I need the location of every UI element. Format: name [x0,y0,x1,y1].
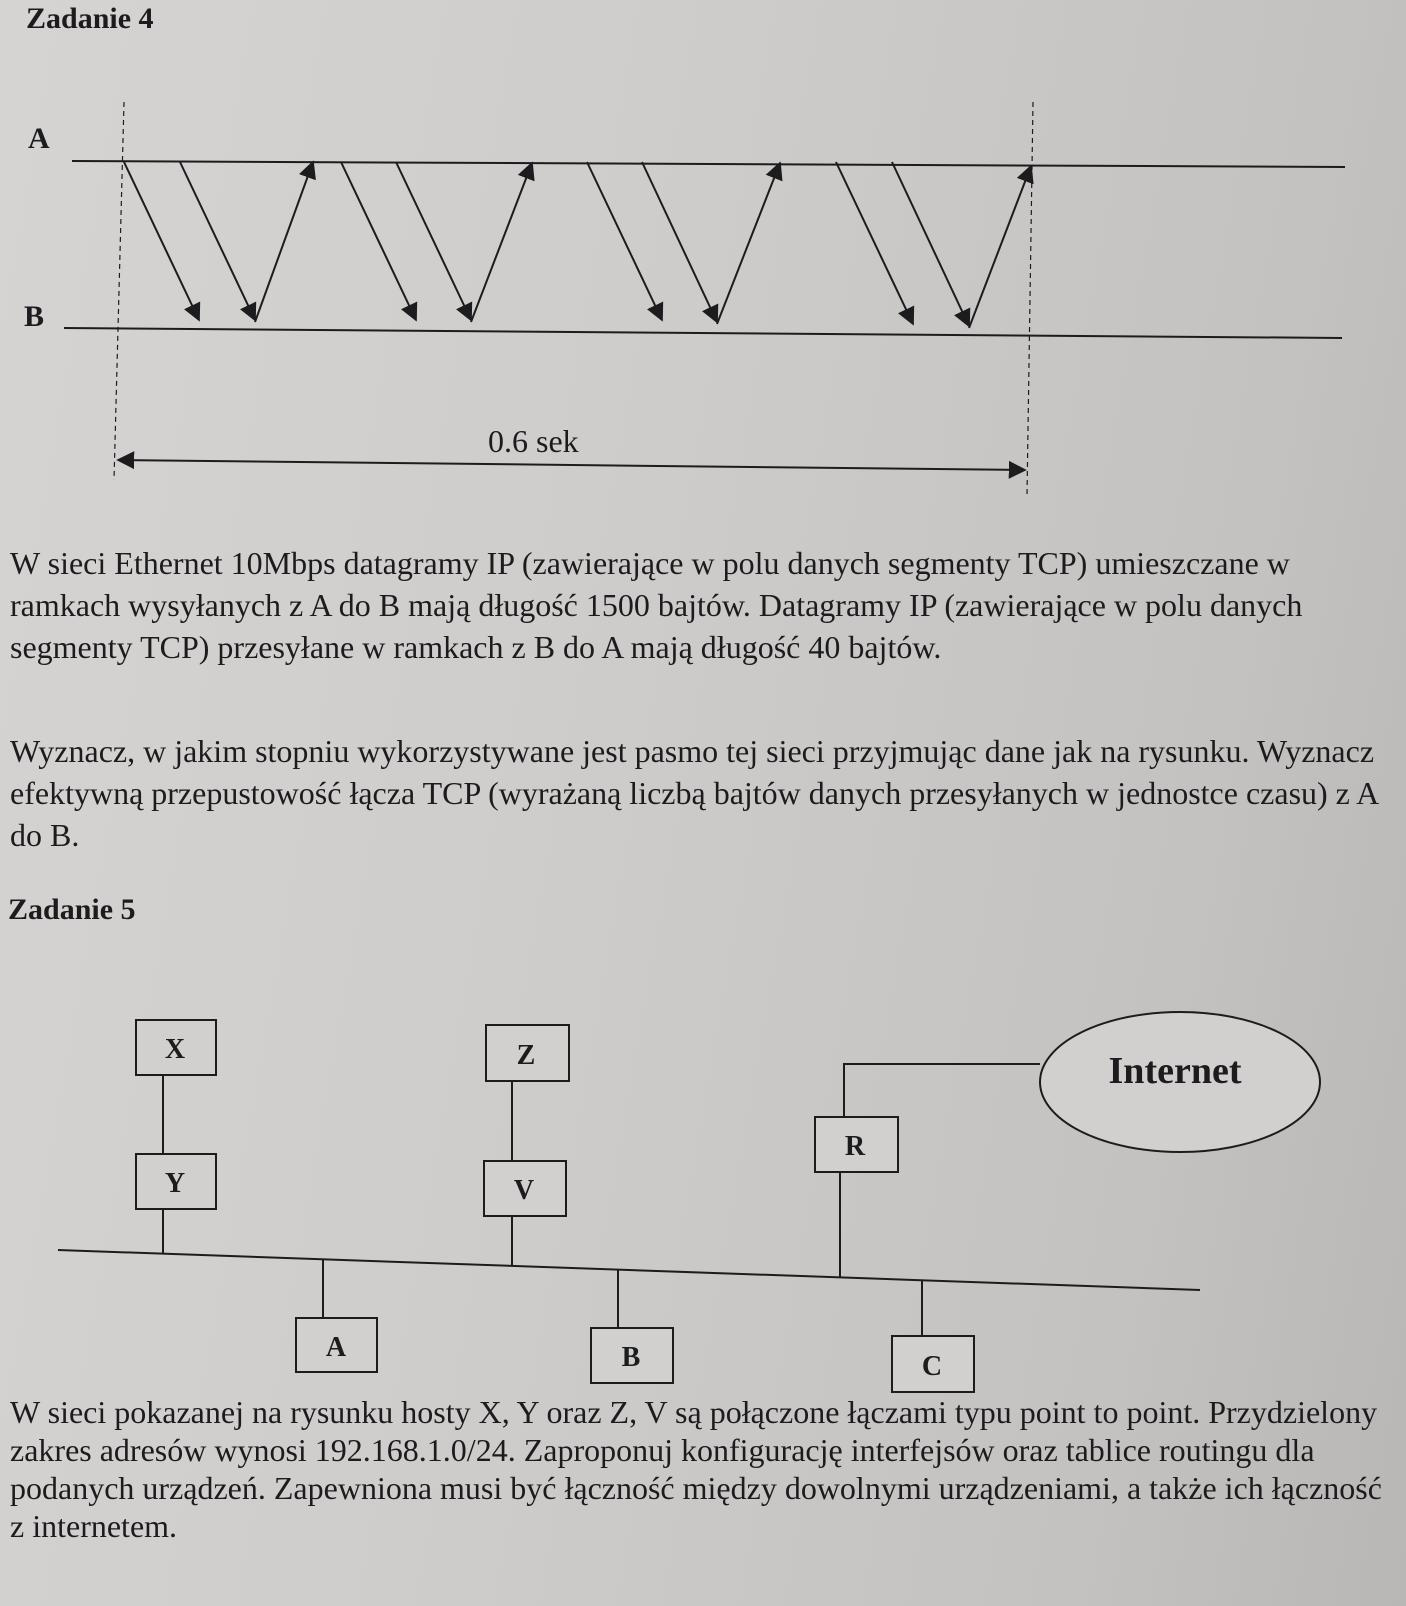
line-b [64,328,1342,338]
ack-arrow [471,163,532,322]
node-r: R [844,1131,866,1162]
time-label: 0.6 sek [488,423,579,459]
frame-arrow [341,162,416,320]
label-b: B [24,300,45,333]
frame-arrow [396,162,471,320]
duration-arrow [118,460,1025,470]
frame-arrow [642,162,717,322]
frame-arrow [587,162,662,320]
frame-arrow [892,162,969,326]
line-a [72,161,1345,167]
ack-arrow [717,163,780,324]
internet-label: Internet [1108,1050,1242,1092]
link-r-internet [844,1064,1040,1117]
frame-arrow [124,162,199,320]
task5-paragraph: W sieci pokazanej na rysunku hosty X, Y oraz Z, V są połączone łączami typu point to point. Przydzielony zakres adresów wynosi 192.168.1.0/24. Zaproponuj konfigurację interfejsów oraz tablice routingu dla podanych urządzeń. Zapewniona musi być łączność między dowolnymi urządzeniami, a także ich łączność z internetem. [10,1394,1382,1544]
node-z: Z [516,1040,536,1071]
start-dashed-guide [114,102,124,480]
task4-heading: Zadanie 4 [26,2,154,35]
end-dashed-guide [1027,102,1033,495]
node-v: V [513,1175,535,1206]
ack-arrow [969,166,1031,328]
node-a: A [325,1332,347,1363]
task4-paragraph-1: W sieci Ethernet 10Mbps datagramy IP (zawierające w polu danych segmenty TCP) umieszczane w ramkach wysyłanych z A do B mają długość 1500 bajtów. Datagramy IP (zawierające w polu danych segmenty TCP) przesyłane w ramkach z B do A mają długość 40 bajtów. [10,545,1303,665]
task4-paragraph-2: Wyznacz, w jakim stopniu wykorzystywane jest pasmo tej sieci przyjmując dane jak na rysunku. Wyznacz efektywną przepustowość łącza TCP (wyrażaną liczbą bajtów danych przesyłanych w jednostce czasu) z A do B. [10,733,1378,853]
ack-arrow [255,162,313,322]
node-x: X [164,1034,186,1065]
node-b: B [621,1342,641,1373]
lan-bus [58,1250,1200,1290]
node-y: Y [164,1168,186,1199]
frame-arrow [836,162,913,324]
task5-heading: Zadanie 5 [8,893,136,926]
frame-arrow [180,162,255,320]
label-a: A [28,122,50,155]
timing-diagram [64,102,1345,495]
node-c: C [921,1351,943,1382]
